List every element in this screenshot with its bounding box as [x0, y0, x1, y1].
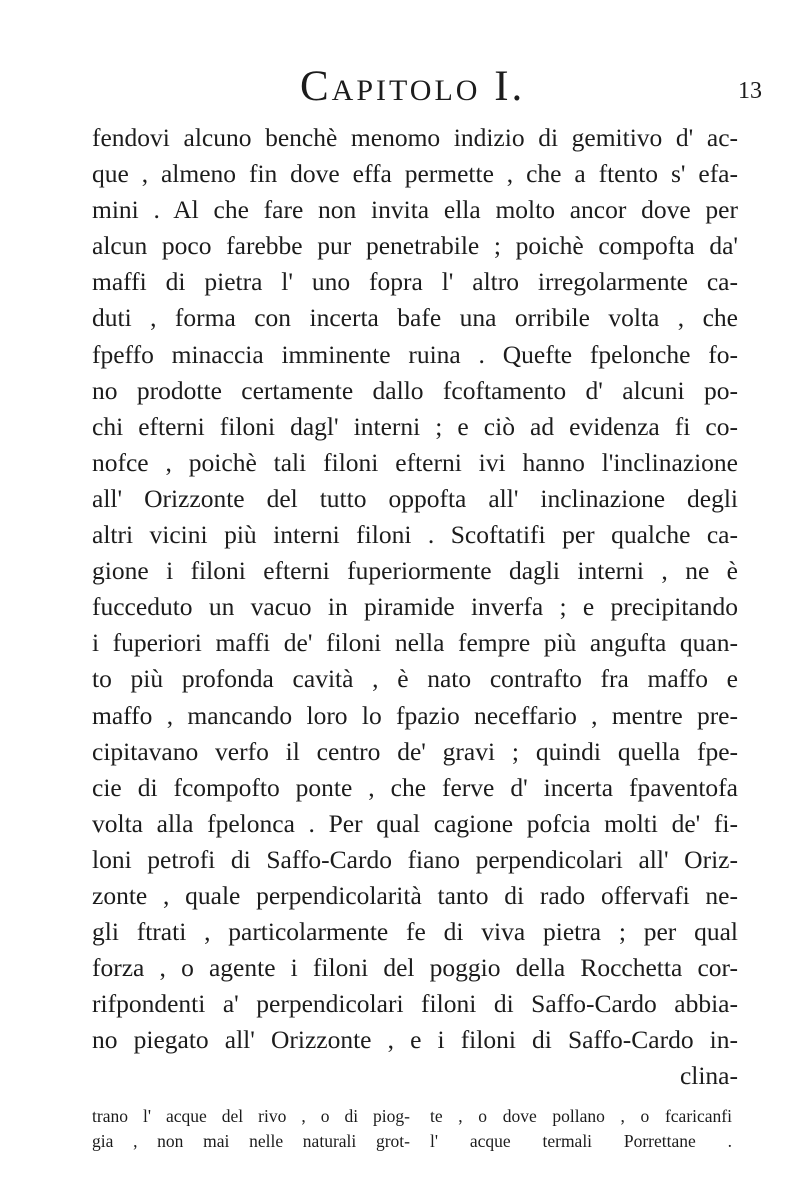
- text-line: loni petrofi di Saffo-Cardo fiano perpendicolari all' Oriz-: [92, 844, 738, 874]
- text-line: fendovi alcuno benchè menomo indizio di gemitivo d' ac-: [92, 123, 738, 152]
- text-line: to più profonda cavità , è nato contrafto fra maffo e: [92, 664, 738, 694]
- text-line: alcun poco farebbe pur penetrabile ; poichè compofta da': [92, 231, 738, 261]
- text-line: volta alla fpelonca . Per qual cagione pofcia molti de' fi-: [92, 808, 738, 838]
- text-line: que , almeno fin dove effa permette , che a ftento s' efa-: [92, 159, 738, 189]
- footnote-line: gia , non mai nelle naturali grot-: [92, 1131, 410, 1151]
- text-line: cipitavano verfo il centro de' gravi ; quindi quella fpe-: [92, 736, 738, 766]
- text-line: rifpondenti a' perpendicolari filoni di Saffo-Cardo abbia-: [92, 989, 738, 1019]
- footnote-column-left: [92, 1104, 410, 1154]
- text-line: no piegato all' Orizzonte , e i filoni di Saffo-Cardo in-: [92, 1025, 738, 1055]
- text-line: chi efterni filoni dagl' interni ; e ciò ad evidenza fi co-: [92, 411, 738, 441]
- text-line: forza , o agente i filoni del poggio della Rocchetta cor-: [92, 953, 738, 983]
- text-line: no prodotte certamente dallo fcoftamento d' alcuni po-: [92, 375, 738, 405]
- running-head: [0, 62, 801, 112]
- catchword: clina-: [679, 1061, 738, 1091]
- text-line: gione i filoni efterni fuperiormente dagli interni , ne è: [92, 556, 738, 586]
- text-line: i fuperiori maffi de' filoni nella fempre più angufta quan-: [92, 628, 738, 658]
- text-line: duti , forma con incerta bafe una orribile volta , che: [92, 303, 738, 333]
- text-line: all' Orizzonte del tutto oppofta all' inclinazione degli: [92, 483, 738, 513]
- footnote-line: l' acque termali Porrettane .: [430, 1131, 732, 1151]
- text-line: fucceduto un vacuo in piramide inverfa ; e precipitando: [92, 592, 738, 622]
- text-line: cie di fcompofto ponte , che ferve d' incerta fpaventofa: [92, 772, 738, 802]
- page-number: 13: [738, 78, 762, 104]
- chapter-title: Capitolo I.: [300, 63, 526, 110]
- text-line: zonte , quale perpendicolarità tanto di rado offervafi ne-: [92, 880, 738, 910]
- footnote-line: trano l' acque del rivo , o di piog-: [92, 1106, 410, 1126]
- text-line: altri vicini più interni filoni . Scoftatifi per qualche ca-: [92, 520, 738, 550]
- body-text: [92, 120, 738, 1095]
- text-line: fpeffo minaccia imminente ruina . Quefte fpelonche fo-: [92, 339, 738, 369]
- text-line: maffi di pietra l' uno fopra l' altro irregolarmente ca-: [92, 267, 738, 297]
- text-line: mini . Al che fare non invita ella molto ancor dove per: [92, 195, 738, 225]
- text-line: gli ftrati , particolarmente fe di viva pietra ; per qual: [92, 917, 738, 947]
- text-line: nofce , poichè tali filoni efterni ivi hanno l'inclinazione: [92, 447, 738, 477]
- text-line: maffo , mancando loro lo fpazio neceffario , mentre pre-: [92, 700, 738, 730]
- footnote-line: te , o dove pollano , o fcaricanfi: [430, 1106, 732, 1126]
- footnote-column-right: [430, 1104, 732, 1154]
